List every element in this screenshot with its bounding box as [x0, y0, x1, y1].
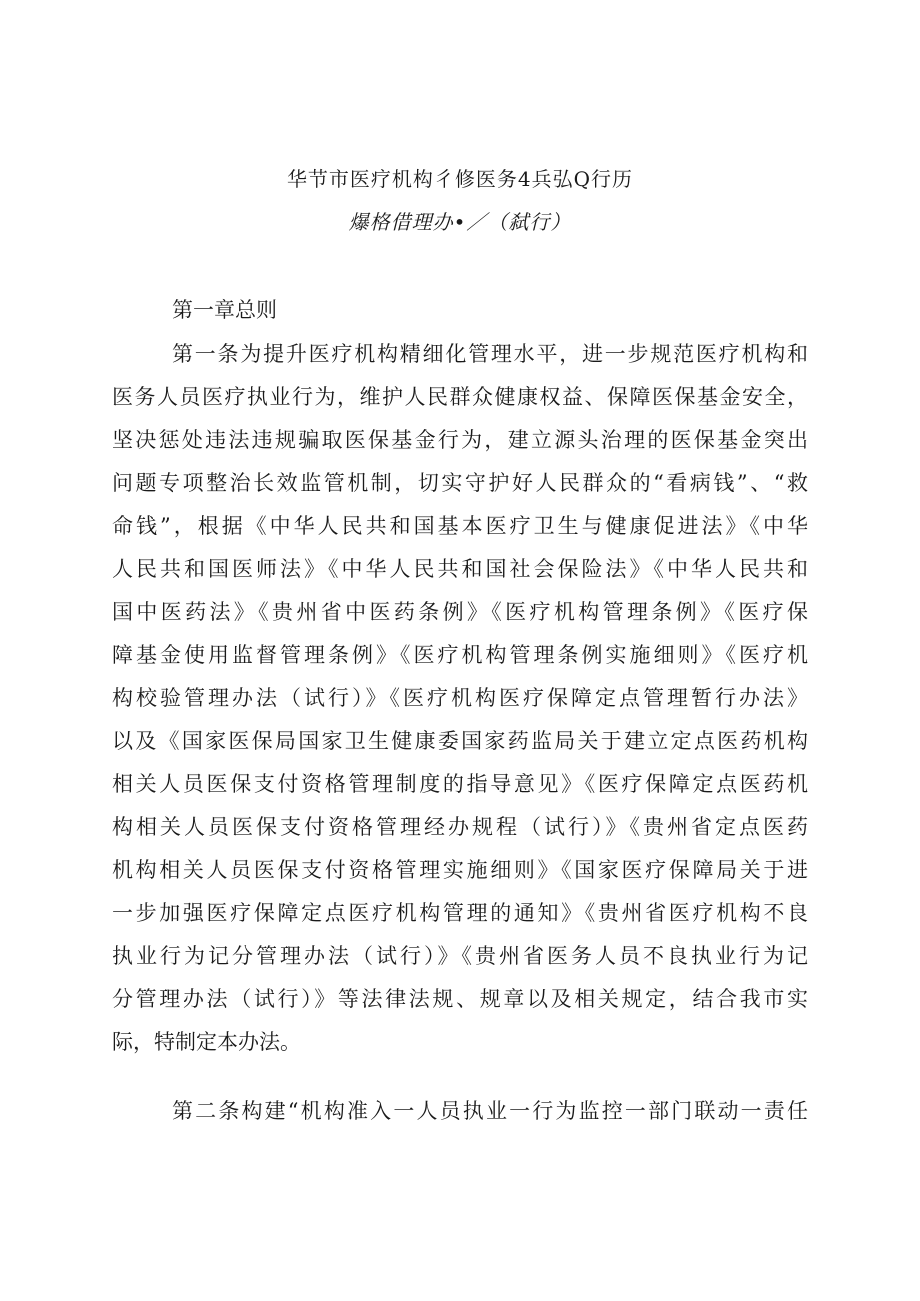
paragraph-line: 执业行为记分管理办法（试行）》《贵州省医务人员不良执业行为记: [112, 944, 808, 968]
paragraph-line: 问题专项整治长效监管机制，切实守护好人民群众的“看病钱”、“救: [112, 471, 808, 495]
paragraph-line: 国中医药法》《贵州省中医药条例》《医疗机构管理条例》《医疗保: [112, 600, 808, 624]
title-line-2: 爆格借理办•／（弑行）: [348, 210, 572, 234]
chapter-heading: 第一章总则: [172, 298, 277, 322]
paragraph-line: 障基金使用监督管理条例》《医疗机构管理条例实施细则》《医疗机: [112, 643, 808, 667]
paragraph-line: 医务人员医疗执业行为，维护人民群众健康权益、保障医保基金安全，: [112, 385, 808, 409]
title-line-1: 华节市医疗机构彳修医务4兵弘Q行历: [286, 167, 634, 191]
paragraph-line: 以及《国家医保局国家卫生健康委国家药监局关于建立定点医药机构: [112, 729, 808, 753]
paragraph-line: 构校验管理办法（试行）》《医疗机构医疗保障定点管理暂行办法》: [112, 686, 808, 710]
article-1: [112, 333, 808, 1064]
paragraph-line: 坚决惩处违法违规骗取医保基金行为，建立源头治理的医保基金突出: [112, 428, 808, 452]
paragraph-line: 际，特制定本办法。: [112, 1030, 301, 1054]
document-title: [112, 158, 808, 244]
paragraph-line: 第二条构建“机构准入一人员执业一行为监控一部门联动一责任: [172, 1099, 808, 1123]
article-2: [112, 1090, 808, 1133]
paragraph-line: 人民共和国医师法》《中华人民共和国社会保险法》《中华人民共和: [112, 557, 808, 581]
paragraph-line: 分管理办法（试行）》等法律法规、规章以及相关规定，结合我市实: [112, 987, 808, 1011]
paragraph-line: 机构相关人员医保支付资格管理实施细则》《国家医疗保障局关于进: [112, 858, 808, 882]
paragraph-line: 第一条为提升医疗机构精细化管理水平，进一步规范医疗机构和: [172, 342, 808, 366]
paragraph-line: 构相关人员医保支付资格管理经办规程（试行）》《贵州省定点医药: [112, 815, 808, 839]
paragraph-line: 相关人员医保支付资格管理制度的指导意见》《医疗保障定点医药机: [112, 772, 808, 796]
paragraph-line: 命钱”，根据《中华人民共和国基本医疗卫生与健康促进法》《中华: [112, 514, 808, 538]
paragraph-line: 一步加强医疗保障定点医疗机构管理的通知》《贵州省医疗机构不良: [112, 901, 808, 925]
